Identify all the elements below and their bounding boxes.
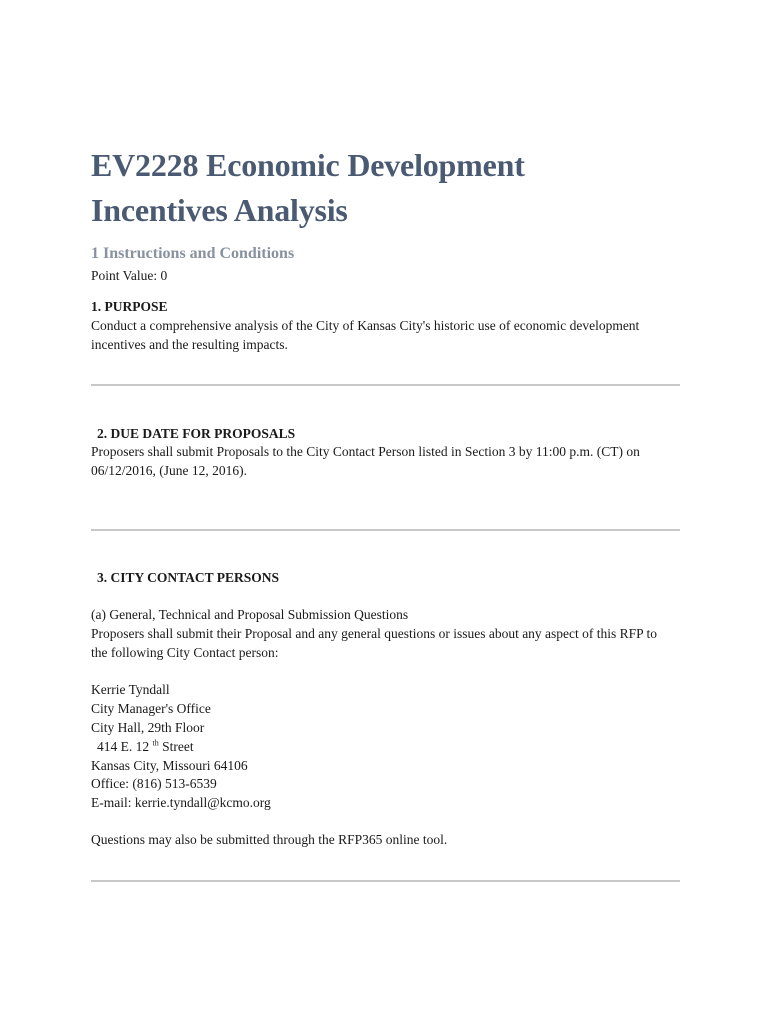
section-divider [91,384,680,386]
purpose-line-2: incentives and the resulting impacts. [91,337,288,352]
due-date-line-2: 06/12/2016, (June 12, 2016). [91,463,247,478]
contact-office-name: City Manager's Office [91,701,211,716]
contact-building: City Hall, 29th Floor [91,720,205,735]
due-date-line-1: Proposers shall submit Proposals to the City Contact Person listed in Section 3 by 11:00 p.m. (CT) on [91,444,640,459]
document-title-line-1: EV2228 Economic Development [91,147,525,183]
section-divider [91,529,680,531]
section-divider [91,880,680,882]
purpose-heading: 1. PURPOSE [91,299,168,314]
contacts-note: Questions may also be submitted through the RFP365 online tool. [91,832,448,847]
contact-street-prefix: 414 E. 12 [97,739,150,754]
contact-phone: Office: (816) 513-6539 [91,776,217,791]
contacts-heading: 3. CITY CONTACT PERSONS [97,570,280,585]
document-title-line-2: Incentives Analysis [91,192,348,228]
section-heading: 1 Instructions and Conditions [91,245,295,262]
point-value: Point Value: 0 [91,268,168,283]
contacts-intro-line-2: the following City Contact person: [91,645,279,660]
contacts-intro-line-1: Proposers shall submit their Proposal and any general questions or issues about any aspect of this RFP to [91,626,658,641]
due-date-heading: 2. DUE DATE FOR PROPOSALS [97,426,296,441]
contact-street-ordinal: th [152,738,159,748]
contact-city-state: Kansas City, Missouri 64106 [91,758,248,773]
contact-street-suffix: Street [158,739,194,754]
contacts-subheading: (a) General, Technical and Proposal Submission Questions [91,607,409,622]
contact-street [91,738,686,757]
contact-name: Kerrie Tyndall [91,682,170,697]
purpose-line-1: Conduct a comprehensive analysis of the City of Kansas City's historic use of economic development [91,318,640,333]
contact-email: E-mail: kerrie.tyndall@kcmo.org [91,795,271,810]
document-title [91,143,680,233]
